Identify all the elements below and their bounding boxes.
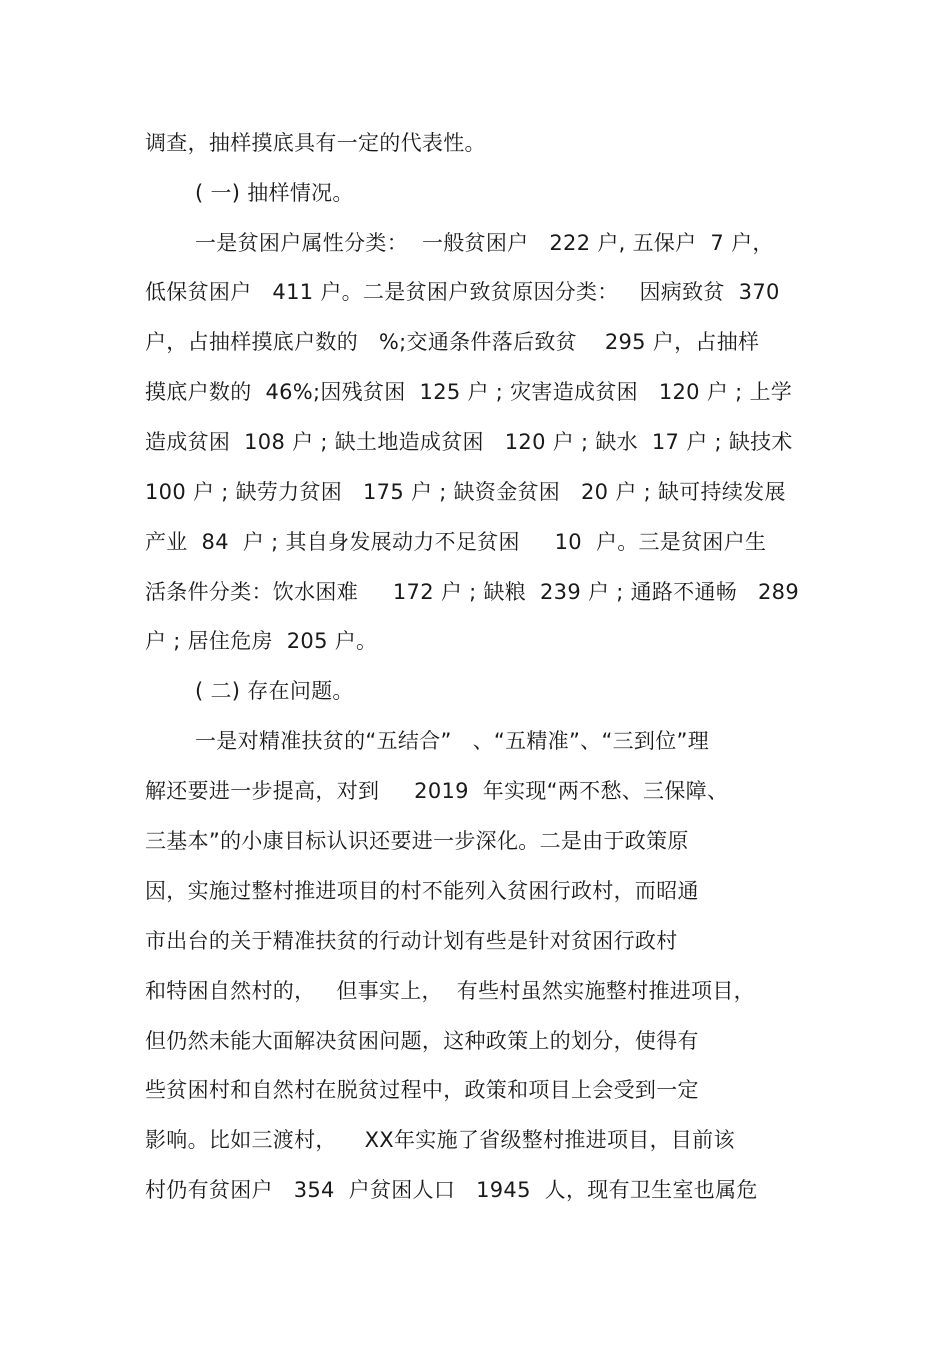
- paragraph-line: 因，实施过整村推进项目的村不能列入贫困行政村，而昭通: [145, 879, 699, 903]
- paragraph-line: 产业 84 户 ; 其自身发展动力不足贫困 10 户。三是贫困户生: [145, 530, 767, 554]
- paragraph-line: 解还要进一步提高，对到 2019 年实现“两不愁、三保障、: [145, 779, 729, 803]
- paragraph-line: 影响。比如三渡村， XX年实施了省级整村推进项目，目前该: [145, 1128, 735, 1152]
- paragraph-line: 一是贫困户属性分类： 一般贫困户 222 户, 五保户 7 户，: [195, 231, 774, 255]
- paragraph-line: 和特困自然村的， 但事实上， 有些村虽然实施整村推进项目，: [145, 979, 755, 1003]
- paragraph-line: 一是对精准扶贫的“五结合” 、“五精准”、“三到位”理: [195, 729, 710, 753]
- paragraph-line: 但仍然未能大面解决贫困问题，这种政策上的划分，使得有: [145, 1029, 699, 1053]
- paragraph-line: 些贫困村和自然村在脱贫过程中，政策和项目上会受到一定: [145, 1078, 699, 1102]
- paragraph-line: 市出台的关于精准扶贫的行动计划有些是针对贫困行政村: [145, 929, 678, 953]
- paragraph-line: 造成贫困 108 户 ; 缺土地造成贫困 120 户 ; 缺水 17 户 ; 缺技术: [145, 430, 793, 454]
- paragraph-line: 100 户 ; 缺劳力贫困 175 户 ; 缺资金贫困 20 户 ; 缺可持续发展: [145, 480, 786, 504]
- paragraph-line: 村仍有贫困户 354 户贫困人口 1945 人，现有卫生室也属危: [145, 1178, 758, 1202]
- section-heading: ( 一) 抽样情况。: [195, 181, 354, 205]
- paragraph-line: 调查，抽样摸底具有一定的代表性。: [145, 131, 486, 155]
- paragraph-line: 户 ; 居住危房 205 户。: [145, 629, 378, 653]
- section-heading: ( 二) 存在问题。: [195, 679, 354, 703]
- paragraph-line: 三基本”的小康目标认识还要进一步深化。二是由于政策原: [145, 829, 689, 853]
- paragraph-line: 摸底户数的 46%;因残贫困 125 户 ; 灾害造成贫困 120 户 ; 上学: [145, 380, 793, 404]
- paragraph-line: 活条件分类：饮水困难 172 户 ; 缺粮 239 户 ; 通路不通畅 289: [145, 580, 800, 604]
- paragraph-line: 户，占抽样摸底户数的 %;交通条件落后致贫 295 户，占抽样: [145, 330, 760, 354]
- paragraph-line: 低保贫困户 411 户。二是贫困户致贫原因分类： 因病致贫 370: [145, 280, 780, 304]
